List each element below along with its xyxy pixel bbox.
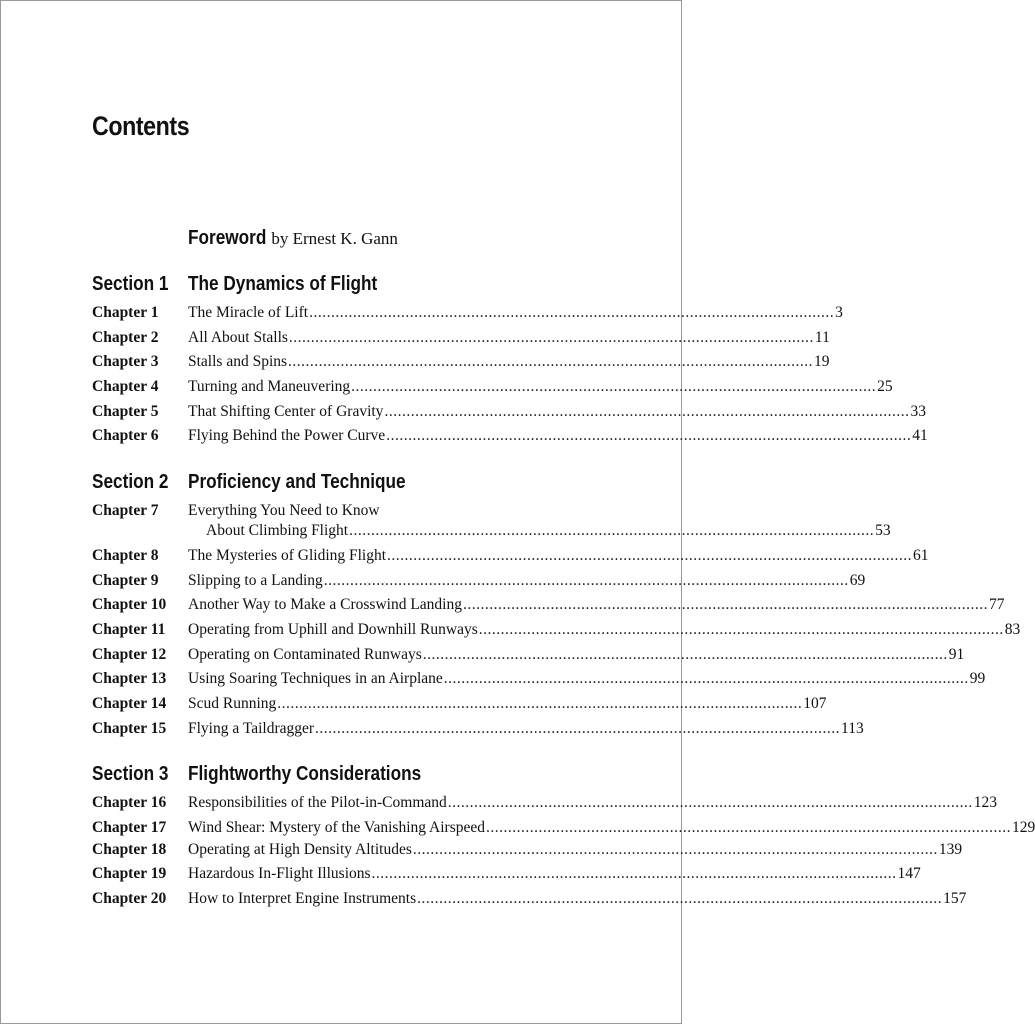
- chapter-line: [188, 377, 893, 397]
- chapter-label: Chapter 17: [92, 818, 167, 836]
- chapter-label: Chapter 9: [92, 571, 159, 589]
- dot-leader: ........................................................................................................................: [447, 794, 973, 811]
- chapter-line: [188, 719, 864, 739]
- dot-leader: ........................................................................................................................: [462, 596, 988, 614]
- chapter-title: Operating from Uphill and Downhill Runways: [188, 621, 478, 639]
- chapter-line: [188, 694, 827, 714]
- chapter-line: [188, 669, 986, 689]
- toc-entry-chapter-19[interactable]: [92, 864, 921, 889]
- page-number: 91: [948, 645, 965, 663]
- dot-leader: ........................................................................................................................: [417, 890, 943, 908]
- chapter-label: Chapter 8: [92, 547, 159, 564]
- chapter-title: Another Way to Make a Crosswind Landing: [188, 596, 462, 614]
- page-number: 139: [938, 840, 963, 858]
- dot-leader: ........................................................................................................................: [412, 840, 938, 858]
- chapter-line: [188, 501, 891, 541]
- page-number: 11: [814, 328, 830, 346]
- chapter-label: Chapter 10: [92, 596, 167, 614]
- chapter-line: [188, 426, 928, 446]
- chapter-line: [188, 328, 830, 348]
- dot-leader: ........................................................................................................................: [323, 571, 849, 589]
- section-heading: [92, 471, 604, 501]
- chapter-label: Chapter 4: [92, 378, 159, 396]
- chapter-label: Chapter 14: [92, 695, 167, 713]
- chapter-label: Chapter 7: [92, 502, 159, 519]
- dot-leader: ........................................................................................................................: [349, 522, 875, 539]
- chapter-title: The Miracle of Lift: [188, 304, 309, 321]
- chapter-line: [188, 352, 830, 372]
- chapter-line: [188, 818, 1035, 838]
- chapter-label: Chapter 5: [92, 402, 159, 420]
- section-title: Flightworthy Considerations: [188, 763, 422, 785]
- toc-entry-chapter-1[interactable]: [92, 303, 843, 328]
- dot-leader: ........................................................................................................................: [486, 818, 1011, 836]
- chapter-title: How to Interpret Engine Instruments: [188, 890, 417, 908]
- chapter-title: All About Stalls: [188, 328, 288, 346]
- chapter-title: Flying a Taildragger: [188, 719, 315, 737]
- dot-leader: ........................................................................................................................: [386, 427, 912, 445]
- dot-leader: ........................................................................................................................: [277, 695, 803, 713]
- dot-leader: ........................................................................................................................: [288, 328, 814, 346]
- dot-leader: ........................................................................................................................: [351, 378, 877, 396]
- page-number: 77: [988, 596, 1005, 614]
- chapter-line: [188, 571, 866, 591]
- section-1: [92, 273, 928, 451]
- dot-leader: ........................................................................................................................: [315, 719, 841, 737]
- chapter-line: [188, 793, 998, 813]
- page-number: 107: [803, 695, 827, 713]
- toc-entry-chapter-10[interactable]: [92, 595, 1005, 620]
- chapter-title: The Mysteries of Gliding Flight: [188, 547, 387, 564]
- toc-entry-chapter-11[interactable]: [92, 620, 1021, 645]
- chapter-label: Chapter 6: [92, 427, 159, 445]
- chapter-title: Using Soaring Techniques in an Airplane: [188, 670, 443, 688]
- page-number: 33: [910, 402, 926, 420]
- section-label: Section 1: [92, 273, 169, 295]
- chapter-line: [188, 645, 965, 665]
- chapter-label: Chapter 11: [92, 621, 166, 639]
- page-number: 147: [897, 865, 921, 883]
- chapter-line: [188, 595, 1005, 615]
- foreword-label: Foreword: [188, 227, 267, 249]
- chapter-line: [188, 889, 967, 909]
- chapter-label: Chapter 3: [92, 353, 159, 371]
- chapter-title: Responsibilities of the Pilot-in-Command: [188, 794, 447, 811]
- chapter-title: Hazardous In-Flight Illusions: [188, 865, 371, 883]
- page-number: 53: [875, 522, 891, 539]
- toc-entry-chapter-14[interactable]: [92, 694, 827, 719]
- page-number: 113: [841, 719, 864, 737]
- chapter-title-continued: [188, 521, 891, 541]
- chapter-title: Wind Shear: Mystery of the Vanishing Airspeed: [188, 818, 485, 836]
- page-number: 3: [835, 304, 843, 321]
- toc-entry-chapter-6[interactable]: [92, 426, 928, 451]
- dot-leader: ........................................................................................................................: [443, 670, 969, 688]
- toc-entry-chapter-17[interactable]: [92, 818, 1035, 840]
- section-label: Section 3: [92, 763, 169, 785]
- toc-entry-chapter-4[interactable]: [92, 377, 893, 402]
- chapter-line: [188, 546, 929, 566]
- dot-leader: ........................................................................................................................: [371, 865, 897, 883]
- chapter-label: Chapter 16: [92, 794, 167, 811]
- section-2: [92, 471, 1021, 744]
- foreword-entry: [188, 227, 398, 250]
- dot-leader: ........................................................................................................................: [288, 353, 814, 371]
- chapter-label: Chapter 15: [92, 719, 167, 737]
- toc-entry-chapter-8[interactable]: [92, 546, 929, 571]
- chapter-line: [188, 840, 963, 860]
- toc-entry-chapter-12[interactable]: [92, 645, 965, 670]
- chapter-title: Operating on Contaminated Runways: [188, 645, 422, 663]
- page-number: 129: [1012, 818, 1035, 836]
- dot-leader: ........................................................................................................................: [422, 645, 948, 663]
- page-number: 123: [973, 794, 998, 811]
- toc-entry-chapter-15[interactable]: [92, 719, 864, 744]
- toc-entry-chapter-2[interactable]: [92, 328, 830, 353]
- dot-leader: ........................................................................................................................: [309, 304, 835, 321]
- toc-entry-chapter-7[interactable]: [92, 501, 891, 546]
- chapter-title-line2: About Climbing Flight: [206, 522, 349, 539]
- section-label: Section 2: [92, 471, 169, 493]
- chapter-title: Operating at High Density Altitudes: [188, 840, 412, 858]
- dot-leader: ........................................................................................................................: [384, 402, 910, 420]
- page-number: 41: [912, 427, 928, 445]
- page-number: 25: [877, 378, 893, 396]
- chapter-label: Chapter 12: [92, 645, 167, 663]
- toc-entry-chapter-20[interactable]: [92, 889, 967, 914]
- chapter-title: Everything You Need to Know: [188, 502, 380, 519]
- foreword-author: by Ernest K. Gann: [271, 229, 398, 248]
- page-number: 19: [814, 353, 830, 371]
- chapter-title: Scud Running: [188, 695, 277, 713]
- chapter-label: Chapter 19: [92, 865, 167, 883]
- dot-leader: ........................................................................................................................: [478, 621, 1004, 639]
- chapter-label: Chapter 1: [92, 304, 159, 321]
- chapter-title: Flying Behind the Power Curve: [188, 427, 386, 445]
- toc-entry-chapter-16[interactable]: [92, 793, 998, 818]
- chapter-title: Slipping to a Landing: [188, 571, 323, 589]
- section-title: The Dynamics of Flight: [188, 273, 378, 295]
- chapter-label: Chapter 20: [92, 890, 167, 908]
- page-number: 157: [943, 890, 967, 908]
- chapter-line: [188, 402, 926, 422]
- chapter-title: Stalls and Spins: [188, 353, 288, 371]
- section-heading: [92, 273, 604, 303]
- page-number: 99: [969, 670, 986, 688]
- toc-entry-chapter-9[interactable]: [92, 571, 866, 596]
- page-number: 69: [849, 571, 866, 589]
- toc-entry-chapter-5[interactable]: [92, 402, 926, 427]
- chapter-label: Chapter 13: [92, 670, 167, 688]
- page-number: 83: [1004, 621, 1021, 639]
- section-3: [92, 763, 1035, 914]
- chapter-line: [188, 303, 843, 323]
- section-heading: [92, 763, 604, 793]
- toc-entry-chapter-18[interactable]: [92, 840, 963, 865]
- chapter-label: Chapter 18: [92, 840, 167, 858]
- chapter-title: Turning and Maneuvering: [188, 378, 351, 396]
- page-number: 61: [913, 547, 929, 564]
- section-title: Proficiency and Technique: [188, 471, 406, 493]
- chapter-line: [188, 620, 1021, 640]
- chapter-title: That Shifting Center of Gravity: [188, 402, 384, 420]
- dot-leader: ........................................................................................................................: [387, 547, 913, 564]
- toc-entry-chapter-3[interactable]: [92, 352, 830, 377]
- chapter-line: [188, 864, 921, 884]
- chapter-label: Chapter 2: [92, 328, 159, 346]
- toc-entry-chapter-13[interactable]: [92, 669, 986, 694]
- page-title: Contents: [92, 111, 190, 141]
